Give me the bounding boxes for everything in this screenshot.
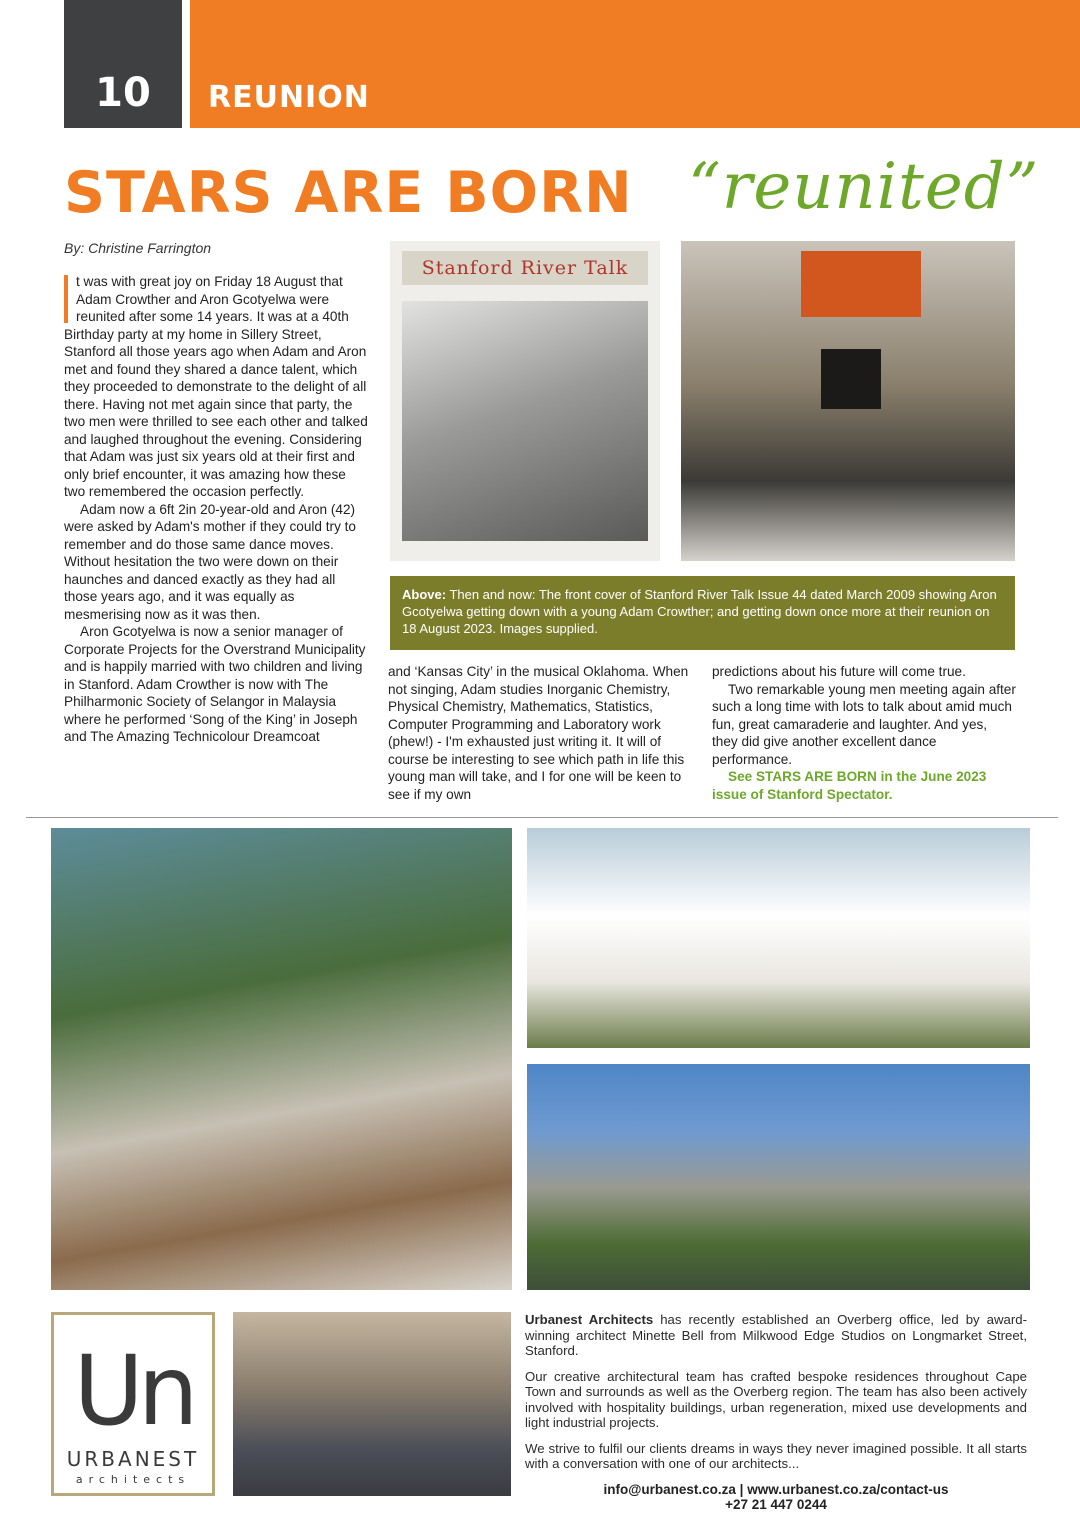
house-photo-white (527, 828, 1030, 1048)
contact-email-web[interactable]: info@urbanest.co.za | www.urbanest.co.za/contact-us (603, 1482, 949, 1497)
paragraph-2: Adam now a 6ft 2in 20-year-old and Aron (42) were asked by Adam's mother if they could try to remember and do those same dance moves. Without hesitation the two were down on their haunches and danced exactly as they had all those years ago, and it was equally as mesmerising now as it was then. (64, 501, 356, 622)
section-title: REUNION (208, 80, 370, 115)
column-3-text: predictions about his future will come true. (712, 664, 966, 679)
page-number: 10 (95, 70, 151, 116)
divider (26, 817, 1058, 818)
logo-subtitle: architects (75, 1473, 191, 1486)
painting (801, 251, 921, 317)
see-also-link: See STARS ARE BORN in the June 2023 issue of Stanford Spectator. (712, 769, 987, 802)
drop-cap-bar (64, 275, 68, 323)
newspaper-cover-photo (390, 241, 660, 561)
contact-phone[interactable]: +27 21 447 0244 (725, 1497, 827, 1512)
article-column-1 (64, 273, 368, 746)
ad-paragraph-2: Our creative architectural team has crafted bespoke residences throughout Cape Town and surrounds as well as the Overberg region. The team has also been actively involved with hospitality buildings, urban regeneration, mixed use developments and light industrial projects. (525, 1368, 1027, 1430)
ad-paragraph-3: We strive to fulfil our clients dreams in ways they never imagined possible. It all starts with a conversation with one of our architects... (525, 1440, 1027, 1471)
photo-caption (390, 576, 1015, 650)
column-3-paragraph: Two remarkable young men meeting again after such a long time with lots to talk about amid much fun, great camaraderie and laughter. And yes, they did give another excellent dance performance. (712, 681, 1016, 767)
ad-paragraph-1: has recently established an Overberg office, led by award-winning architect Minette Bell from Milkwood Edge Studios on Longmarket Street, Stanford. (525, 1312, 1027, 1358)
article-column-3 (712, 663, 1016, 803)
logo-name: URBANEST (66, 1447, 200, 1471)
urbanest-logo (51, 1312, 215, 1496)
article-headline-script: “reunited” (688, 150, 1040, 224)
logo-mark: Un (73, 1335, 193, 1447)
article-column-2 (388, 663, 694, 803)
ad-copy (525, 1312, 1027, 1482)
house-photo-deck (51, 828, 512, 1290)
cover-image (402, 301, 648, 541)
byline: By: Christine Farrington (64, 240, 212, 256)
paragraph-1: t was with great joy on Friday 18 August that Adam Crowther and Aron Gcotyelwa were reunited after some 14 years. It was at a 40th Birthday party at my home in Sillery Street, Stanford all those years ago when Adam and Aron met and found they shared a dance talent, which they proceeded to demonstrate to the delight of all there. Having not met again since that party, the two men were thrilled to see each other and talked and laughed throughout the evening. Considering that Adam was just six years old at their first and only brief encounter, it was amazing how these two remembered the occasion perfectly. (64, 274, 368, 499)
caption-label: Above: (402, 587, 447, 602)
cover-masthead: Stanford River Talk (402, 251, 648, 285)
column-2-text: and ‘Kansas City’ in the musical Oklahoma. When not singing, Adam studies Inorganic Chemistry, Physical Chemistry, Mathematics, Statistics, Computer Programming and Laboratory work (phew!) - I'm exhausted just writing it. It will of course be interesting to see which path in life this young man will take, and I for one will be keen to see if my own (388, 664, 689, 802)
ad-contact (525, 1482, 1027, 1512)
fireplace (821, 349, 881, 409)
caption-text: Then and now: The front cover of Stanford River Talk Issue 44 dated March 2009 showing Aron Gcotyelwa getting down with a young Adam Crowther; and getting down once more at their reunion on 18 August 2023. Images supplied. (402, 587, 997, 636)
team-photo (233, 1312, 511, 1496)
article-headline: STARS ARE BORN (64, 160, 633, 226)
paragraph-3: Aron Gcotyelwa is now a senior manager of Corporate Projects for the Overstrand Municipality and is happily married with two children and living in Stanford. Adam Crowther is now with The Philharmonic Society of Selangor in Malaysia where he performed ‘Song of the King’ in Joseph and The Amazing Technicolour Dreamcoat (64, 624, 366, 744)
ad-company-name: Urbanest Architects (525, 1312, 654, 1327)
reunion-photo (681, 241, 1015, 561)
house-photo-garden (527, 1064, 1030, 1290)
